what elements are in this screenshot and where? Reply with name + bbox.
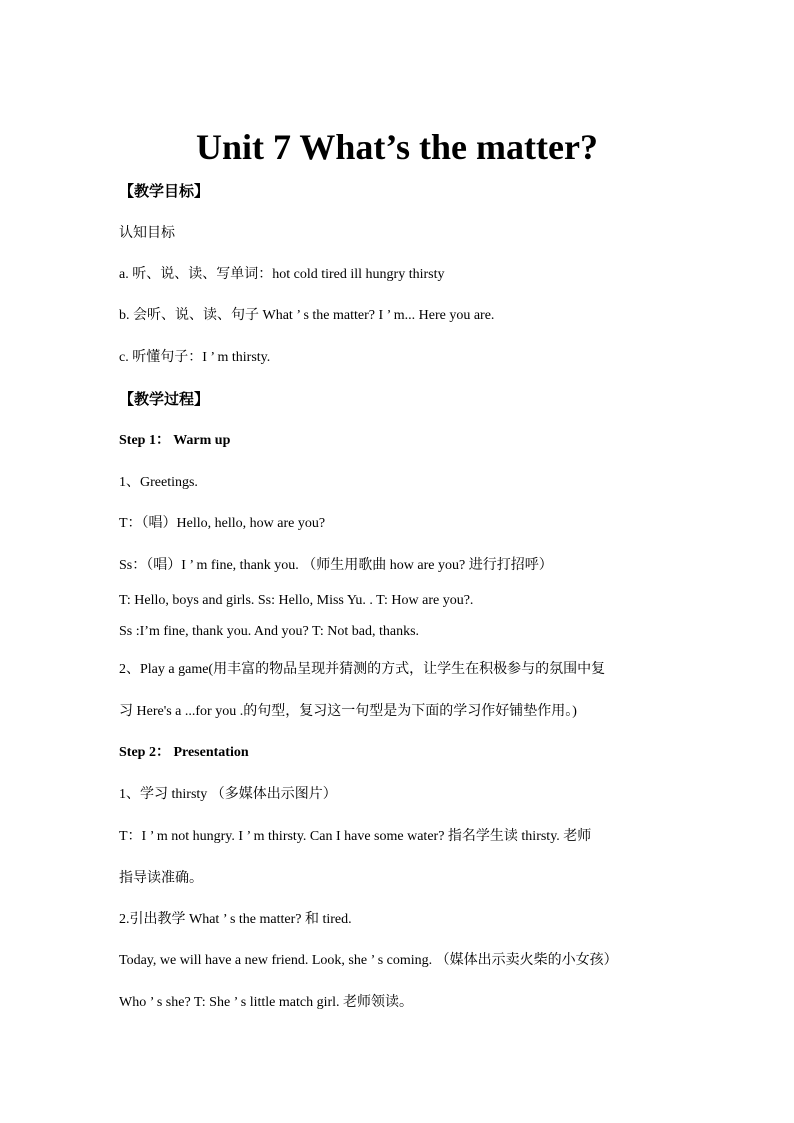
step-1-item-game-continued: 习 Here's a ...for you .的句型，复习这一句型是为下面的学习作好铺垫作用。) [119,704,577,719]
objective-a: a. 听、说、读、写单词：hot cold tired ill hungry thirsty [119,267,445,282]
step-2-item-matter: 2.引出教学 What ’ s the matter? 和 tired. [119,912,352,927]
step-2-paragraph: Today, we will have a new friend. Look, she ’ s coming. （媒体出示卖火柴的小女孩） [119,953,618,968]
step-2-paragraph-continued: 指导读准确。 [119,870,203,886]
step-1-item-game: 2、Play a game(用丰富的物品呈现并猜测的方式，让学生在积极参与的氛围中复 [119,662,606,677]
step-2-heading: Step 2： Presentation [119,745,249,760]
section-heading-objectives: 【教学目标】 [119,182,210,200]
page-title: Unit 7 What’s the matter? [196,127,598,167]
step-2-paragraph: Who ’ s she? T: She ’ s little match girl. 老师领读。 [119,995,414,1010]
subheading-cognitive-goals: 认知目标 [119,225,175,241]
objective-c: c. 听懂句子：I ’ m thirsty. [119,350,271,365]
dialogue-line: T：（唱）Hello, hello, how are you? [119,516,326,531]
step-2-paragraph: T：I ’ m not hungry. I ’ m thirsty. Can I have some water? 指名学生读 thirsty. 老师 [119,829,592,844]
dialogue-line: Ss：（唱）I ’ m fine, thank you. （师生用歌曲 how are you? 进行打招呼） [119,558,553,573]
dialogue-line: Ss :I’m fine, thank you. And you? T: Not bad, thanks. [119,624,420,639]
step-2-item-thirsty: 1、学习 thirsty （多媒体出示图片） [119,787,337,802]
step-1-item-greetings: 1、Greetings. [119,475,198,490]
objective-b: b. 会听、说、读、句子 What ’ s the matter? I ’ m... Here you are. [119,308,495,323]
step-1-heading: Step 1： Warm up [119,433,231,448]
section-heading-process: 【教学过程】 [119,390,210,408]
dialogue-line: T: Hello, boys and girls. Ss: Hello, Miss Yu. . T: How are you?. [119,593,474,608]
